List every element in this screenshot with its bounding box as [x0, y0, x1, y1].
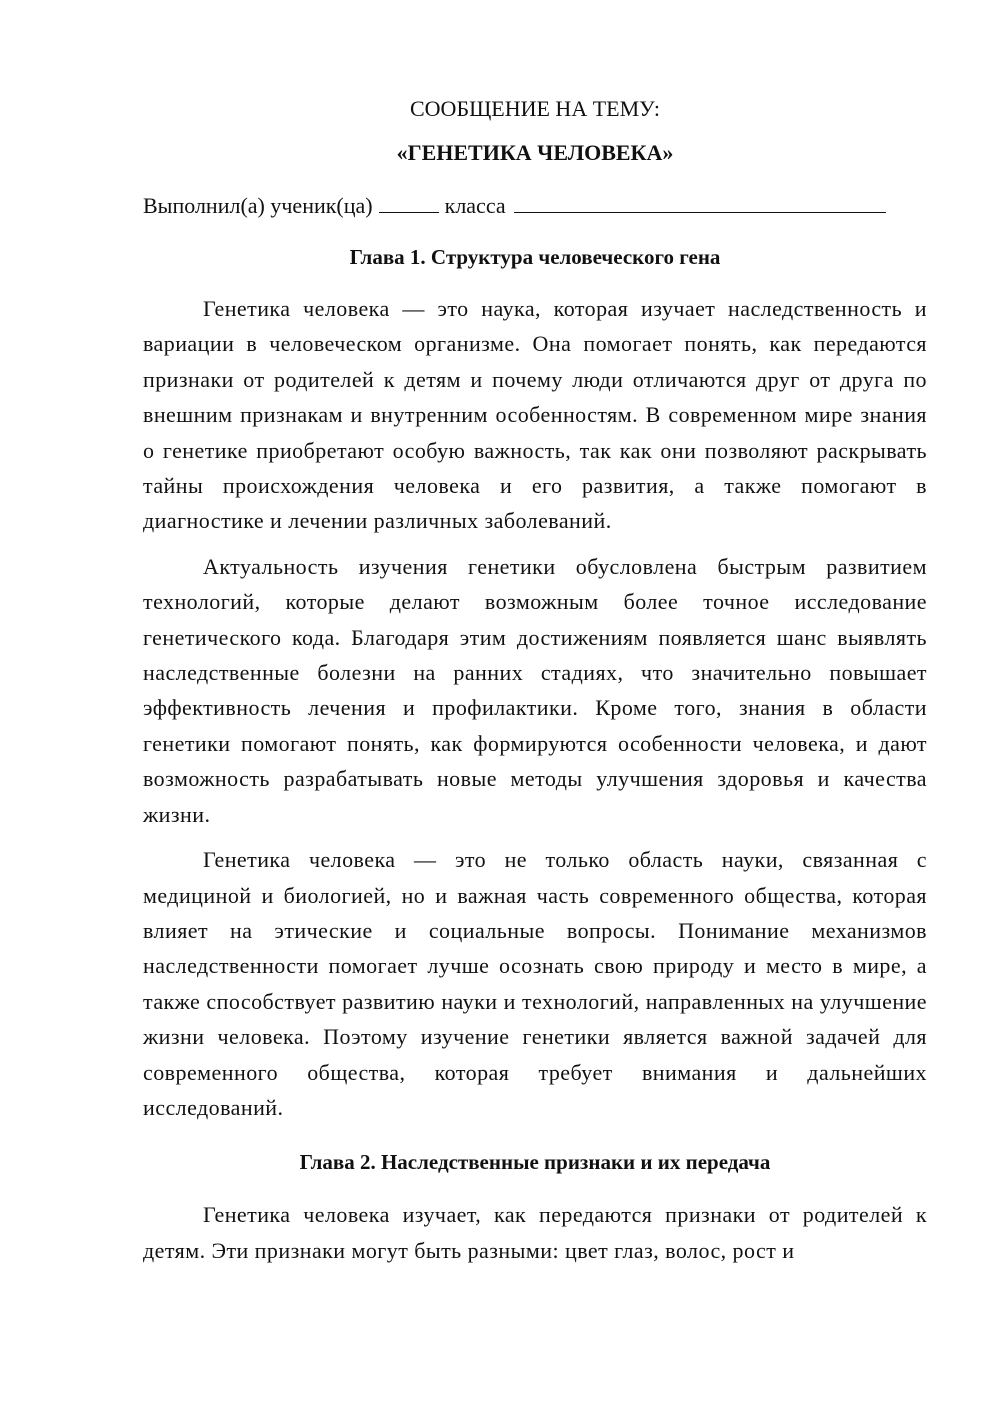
chapter-2-paragraph-1: Генетика человека изучает, как передаются признаки от родителей к детям. Эти признаки могут быть разными: цвет глаз, волос, рост и: [143, 1202, 927, 1263]
author-prefix: Выполнил(а) ученик(ца): [143, 193, 373, 218]
document-title-line-1: СООБЩЕНИЕ НА ТЕМУ:: [410, 96, 660, 121]
author-line: [143, 191, 927, 221]
name-blank: [514, 194, 886, 213]
chapter-1-heading: Глава 1. Структура человеческого гена: [349, 245, 721, 269]
chapter-1-paragraph-3: Генетика человека — это не только область науки, связанная с медициной и биологией, но и важная часть современного общества, которая влияет на этические и социальные вопросы. Понимание механизмов наследственности помогает лучше осознать свою природу и место в мире, а также способствует развитию науки и технологий, направленных на улучшение жизни человека. Поэтому изучение генетики является важной задачей для современного общества, которая требует внимания и дальнейших исследований.: [143, 847, 927, 1120]
chapter-1-paragraph-1: Генетика человека — это наука, которая изучает наследственность и вариации в человеческом организме. Она помогает понять, как передаются признаки от родителей к детям и почему люди отличаются друг от друга по внешним признакам и внутренним особенностям. В современном мире знания о генетике приобретают особую важность, так как они позволяют раскрывать тайны происхождения человека и его развития, а также помогают в диагностике и лечении различных заболеваний.: [143, 296, 927, 534]
chapter-2-heading: Глава 2. Наследственные признаки и их передача: [299, 1150, 771, 1175]
chapter-1-paragraph-2: Актуальность изучения генетики обусловлена быстрым развитием технологий, которые делают возможным более точное исследование генетического кода. Благодаря этим достижениям появляется шанс выявлять наследственные болезни на ранних стадиях, что значительно повышает эффективность лечения и профилактики. Кроме того, знания в области генетики помогают понять, как формируются особенности человека, и дают возможность разрабатывать новые методы улучшения здоровья и качества жизни.: [143, 553, 927, 827]
document-title-line-2: «ГЕНЕТИКА ЧЕЛОВЕКА»: [396, 140, 674, 165]
grade-blank: [379, 194, 439, 213]
class-word: класса: [444, 193, 506, 218]
document-page: [143, 88, 927, 1268]
